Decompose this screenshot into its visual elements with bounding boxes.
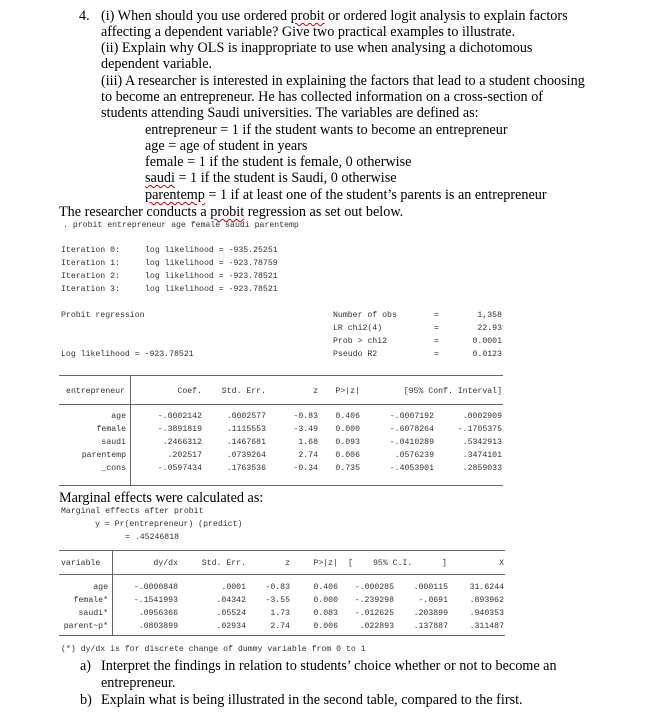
iteration-value: log likelihood = -923.78759 <box>145 259 278 268</box>
part-iii-line-1: (iii) A researcher is interested in explaining the factors that lead to a student choosing <box>101 73 585 89</box>
iteration-label: Iteration 3: <box>61 285 120 294</box>
iteration-label: Iteration 1: <box>61 259 120 268</box>
var-parentemp: parentemp = 1 if at least one of the student’s parents is an entrepreneur <box>145 187 547 203</box>
stat-eq: = <box>434 337 439 346</box>
footnote: (*) dy/dx is for discrete change of dummy variable from 0 to 1 <box>61 645 366 654</box>
table-rule <box>59 375 503 376</box>
table-divider <box>130 375 131 486</box>
table-rule <box>59 550 505 551</box>
stat-label: Prob > chi2 <box>333 337 388 346</box>
stat-eq: = <box>434 350 439 359</box>
col-header-ci-open: [ <box>348 559 353 568</box>
col-header-ci: [95% Conf. Interval] <box>403 387 502 396</box>
stata-command: . probit entrepreneur age female saudi parentemp <box>63 221 299 230</box>
stat-label: LR chi2(4) <box>333 324 383 333</box>
col-header-var: variable <box>61 559 101 568</box>
task-a-line-2: entrepreneur. <box>101 675 176 691</box>
var-female: female = 1 if the student is female, 0 otherwise <box>145 154 412 170</box>
marginal-line-3: = .45246818 <box>125 533 180 542</box>
col-header-ci-close: ] <box>442 559 447 568</box>
task-b-label: b) <box>80 692 92 708</box>
stat-value: 0.0123 <box>472 350 502 359</box>
col-header-z: z <box>285 559 290 568</box>
task-b-line-1: Explain what is being illustrated in the second table, compared to the first. <box>101 692 523 708</box>
table-rule <box>59 635 505 636</box>
marginal-line-1: Marginal effects after probit <box>61 507 204 516</box>
iteration-value: log likelihood = -935.25251 <box>145 246 278 255</box>
col-header-dep: entrepreneur <box>66 387 125 396</box>
stat-value: 22.93 <box>477 324 502 333</box>
conducts-line: The researcher conducts a probit regression as set out below. <box>59 204 404 220</box>
var-age: age = age of student in years <box>145 138 308 154</box>
col-header-z: z <box>313 387 318 396</box>
part-iii-line-3: students attending Saudi universities. The variables are defined as: <box>101 105 479 121</box>
iteration-value: log likelihood = -923.78521 <box>145 272 278 281</box>
model-title: Probit regression <box>61 311 145 320</box>
stat-label: Pseudo R2 <box>333 350 378 359</box>
marginal-heading: Marginal effects were calculated as: <box>59 490 264 506</box>
var-saudi: saudi = 1 if the student is Saudi, 0 otherwise <box>145 170 397 186</box>
iteration-label: Iteration 0: <box>61 246 120 255</box>
task-a-line-1: Interpret the findings in relation to students’ choice whether or not to become an <box>101 658 557 674</box>
var-entrepreneur: entrepreneur = 1 if the student wants to become an entrepreneur <box>145 122 508 138</box>
col-header-dydx: dy/dx <box>153 559 178 568</box>
table-rule <box>59 485 503 486</box>
part-iii-line-2: to become an entrepreneur. He has collected information on a cross-section of <box>101 89 544 105</box>
col-header-x: X <box>499 559 504 568</box>
stat-eq: = <box>434 311 439 320</box>
part-i-line-2: affecting a dependent variable? Give two practical examples to illustrate. <box>101 24 516 40</box>
stat-value: 0.0001 <box>472 337 502 346</box>
question-number: 4. <box>79 8 90 24</box>
part-ii-line-1: (ii) Explain why OLS is inappropriate to use when analysing a dichotomous <box>101 40 533 56</box>
col-header-se: Std. Err. <box>221 387 266 396</box>
table-rule <box>59 574 505 575</box>
col-header-ci: 95% C.I. <box>373 559 413 568</box>
part-i-line-1: (i) When should you use ordered probit or ordered logit analysis to explain factors <box>101 8 568 24</box>
part-ii-line-2: dependent variable. <box>101 56 213 72</box>
col-header-p: P>|z| <box>313 559 338 568</box>
marginal-line-2: y = Pr(entrepreneur) (predict) <box>95 520 243 529</box>
table-divider <box>112 550 113 635</box>
iteration-value: log likelihood = -923.78521 <box>145 285 278 294</box>
stat-eq: = <box>434 324 439 333</box>
col-header-coef: Coef. <box>177 387 202 396</box>
col-header-p: P>|z| <box>335 387 360 396</box>
table-rule <box>59 404 503 405</box>
probit-word: probit <box>290 8 325 24</box>
log-likelihood: Log likelihood = -923.78521 <box>61 350 194 359</box>
col-header-se: Std. Err. <box>201 559 246 568</box>
task-a-label: a) <box>80 658 92 674</box>
stat-value: 1,358 <box>477 311 502 320</box>
stat-label: Number of obs <box>333 311 397 320</box>
iteration-label: Iteration 2: <box>61 272 120 281</box>
